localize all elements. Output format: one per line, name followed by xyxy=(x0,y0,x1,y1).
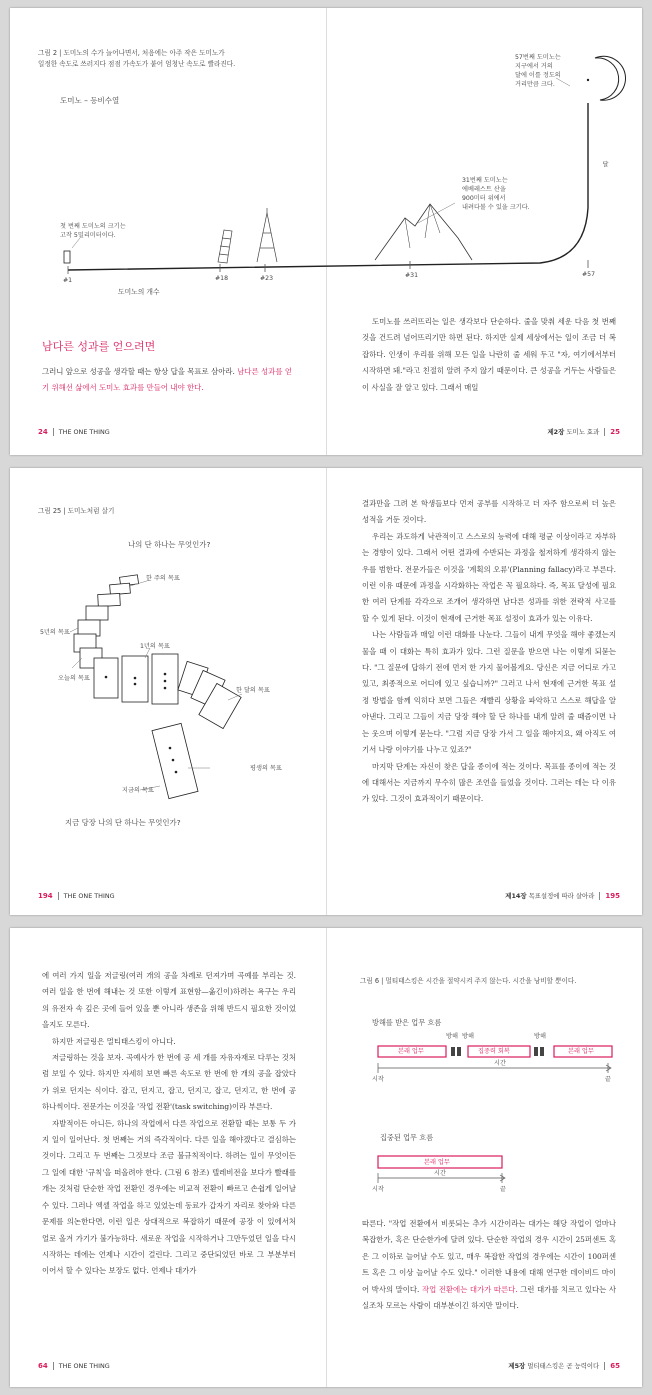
recovery-box-label: 집중력 회복 xyxy=(478,1048,510,1055)
eiffel-tower-icon xyxy=(257,208,277,262)
right-body-paragraph: 도미노를 쓰러뜨리는 일은 생각보다 단순하다. 줄을 맞춰 세운 다음 첫 번째 것을 건드려 넘어뜨리기만 하면 된다. 하지만 실제 세상에서는 일이 조금 더 복잡하다. 인생이 우리를 위해 모든 일을 나란히 줄 세워 두고 "자, 여기에서부터 시작하면 돼."라고 친절히 알려 주지 않기 때문이다. 큰 성공을 거두는 사람들은 이 사실을 잘 알고 있다. 그래서 매일 xyxy=(362,317,616,392)
footer-left xyxy=(38,891,115,901)
page-number-left: 24 xyxy=(38,428,48,436)
goal-label-1year: 1년의 목표 xyxy=(140,643,170,650)
caption-line-1: 도미노의 수가 늘어나면서, 처음에는 아주 작은 도미노가 xyxy=(63,49,225,57)
footer-right xyxy=(508,1361,620,1371)
book-title: THE ONE THING xyxy=(63,892,115,900)
interrupted-flow-title: 방해를 받은 업무 흐름 xyxy=(372,1018,442,1027)
left-body-highlight: 남다른 성과를 얻기 위해선 삶에서 도미노 효과를 만들어 내야 한다. xyxy=(42,367,292,393)
caption-line-2: 일정한 속도로 쓰러지다 점점 가속도가 붙어 엄청난 속도로 빨라진다. xyxy=(38,60,236,68)
paragraph-1: 에 여러 가지 일을 저글링(여러 개의 공을 차례로 던져가며 곡예를 부리는 것. 여러 일을 한 번에 해내는 것 또한 이렇게 표현함—옮긴이)하려는 욕구는 우리의 유전자 속 깊은 곳에 들어 있을 뿐 아니라 생존을 위해 반드시 필요한 것이었을지도 모른다. xyxy=(42,971,296,1030)
interrupt-label-3: 방해 xyxy=(534,1033,546,1040)
moon-icon xyxy=(587,56,626,100)
right-body-text xyxy=(362,1216,616,1314)
paragraph-4: 자발적이든 아니든, 하나의 작업에서 다른 작업으로 전환할 때는 보통 두 가지 일이 일어난다. 첫 번째는 거의 즉각적이다. 다른 일을 해야겠다고 결심하는 것이다. 그리고 두 번째는 그것보다 조금 불규칙적이다. 하려는 일이 무엇이든 그 일에 대한 '규칙'을 떠올려야 한다. (그림 6 참조) 텔레비전을 보다가 빨래를 개는 것처럼 단순한 작업 전환인 경우에는 비교적 전환이 빠르고 손쉽게 일어날 수 있다. 그러나 엑셀 작업을 하고 있었는데 동료가 갑자기 자리로 찾아와 다른 문제를 의논한다면, 이런 일은 상대적으로 복잡하기 때문에 공장 이 있에서처 얼로 올겨 가기가 불가능하다. 새로운 작업을 시작하거나 그만두었던 일을 다시 시작하는 데에는 언제나 시간이 걸린다. 그리고 중단되었던 바로 그 부분부터 이어서 할 수 있다는 보장도 없다. 언제나 대가가 xyxy=(42,1118,296,1276)
goal-label-5year: 5년의 목표 xyxy=(40,629,70,636)
domino-57-label: 57번째 도미노는 지구에서 거의 달에 이를 정도의 거리만큼 크다. xyxy=(515,54,561,88)
goal-label-month: 한 달의 목표 xyxy=(236,687,270,694)
paragraph-3: 나는 사람들과 매일 이런 대화를 나눈다. 그들이 내게 무엇을 해야 좋겠는지 물을 때 이 대화는 특히 효과가 있다. 그런 질문을 받으면 나는 이렇게 되묻는다. "그 질문에 답하기 전에 먼저 한 가지 물어볼게요. 당신은 지금 어디로 가고 있고, 최종적으로 어디에 있고 싶습니까?" 그러고 나서 현재에 근거한 목표 설정 방법을 함께 익히다 보면 그들은 재빨리 상황을 파악하고 스스로 해답을 알아낸다. 그리고 그들이 지금 당장 해야 할 단 하나를 내게 알려 줄 때즘이면 나는 웃으며 이렇게 묻는다. "그럼 지금 당장 가서 그 일을 해야지요, 왜 아직도 여기서 나랑 이야기를 나누고 있죠?" xyxy=(362,630,616,755)
interrupted-flow-diagram xyxy=(10,928,642,1128)
interrupt-label-2: 방해 xyxy=(462,1033,474,1040)
footer-left xyxy=(38,1361,110,1371)
question-bottom: 지금 당장 나의 단 하나는 무엇인가? xyxy=(65,818,181,827)
chapter-title: 멀티태스킹은 곧 능력이다 xyxy=(527,1362,600,1370)
paragraph-3: 저글링하는 것을 보자. 곡예사가 한 번에 공 세 개를 자유자재로 다루는 것처럼 보일 수 있다. 하지만 자세히 보면 빠른 속도로 한 번에 한 개의 공을 잡았다가 위로 던지는 식이다. 잡고, 던지고, 잡고, 던지고, 잡고, 던지고, 한 번에 공 하나씩이다. 전문가는 이것을 '작업 전환'(task switching)이라 부른다. xyxy=(42,1053,296,1112)
domino-31-label: 31번째 도미노는 에베레스트 산을 900미터 위에서 내려다볼 수 있을 크기다. xyxy=(462,177,530,211)
caption-number: 그림 6 xyxy=(360,977,380,985)
end-label-2: 끝 xyxy=(500,1186,506,1193)
domino-path-illustration xyxy=(10,468,326,868)
chapter-number: 제2장 xyxy=(547,428,565,436)
figure-caption: 그림 2 | 도미노의 수가 늘어나면서, 처음에는 아주 작은 도미노가 일정한 속도로 쓰러지다 점점 가속도가 붙어 엄청난 속도로 빨라진다. xyxy=(38,49,236,68)
gutter xyxy=(326,468,327,915)
focused-flow-title: 집중된 업무 흐름 xyxy=(380,1133,434,1142)
footer-right xyxy=(505,891,620,901)
left-body-text xyxy=(42,364,292,397)
caption-text: 멀티태스킹은 시간을 절약시켜 주지 않는다. 시간을 낭비할 뿐이다. xyxy=(385,977,577,985)
start-label-1: 시작 xyxy=(372,1076,384,1083)
goal-label-today: 오늘의 목표 xyxy=(58,675,90,682)
spread-3 xyxy=(10,928,642,1387)
paragraph-1: 결과만을 그려 본 학생들보다 먼저 공부를 시작하고 더 자주 함으로써 더 높은 성적을 거둔 것이다. xyxy=(362,499,616,525)
axis-ticks xyxy=(68,260,588,274)
time-label-2: 시간 xyxy=(434,1170,446,1177)
goal-label-now: 지금의 목표 xyxy=(122,787,154,794)
task-box-2-label: 본래 업무 xyxy=(568,1048,594,1055)
footer-left xyxy=(38,427,110,437)
spread-2 xyxy=(10,468,642,915)
right-body-plain-2: 그런 대가를 치르고 있다는 사실조차 모르는 사람이 대부분이긴 하지만 말이다. xyxy=(362,1284,616,1311)
page-number-right: 65 xyxy=(610,1362,620,1370)
tick-label-57: #57 xyxy=(582,271,596,278)
caption-number: 그림 2 xyxy=(38,49,58,57)
moon-label: 달 xyxy=(601,161,608,168)
page-number-right: 25 xyxy=(610,428,620,436)
footer-right xyxy=(548,427,621,437)
right-body-text xyxy=(362,496,616,808)
page-number-left: 194 xyxy=(38,892,53,900)
right-body-highlight: 작업 전환에는 대가가 따른다. xyxy=(421,1284,518,1294)
chapter-number: 제14장 xyxy=(505,892,527,900)
section-heading: 남다른 성과를 얻으려면 xyxy=(42,340,156,353)
page-number-left: 64 xyxy=(38,1362,48,1370)
page-number-right: 195 xyxy=(605,892,620,900)
axis-label: 도미노의 개수 xyxy=(118,288,160,296)
paragraph-2: 하지만 저글링은 멀티태스킹이 아니다. xyxy=(52,1036,176,1046)
start-label-2: 시작 xyxy=(372,1186,384,1193)
interrupt-label-1: 방해 xyxy=(446,1033,458,1040)
leaning-tower-icon xyxy=(218,230,232,263)
first-domino-icon xyxy=(64,251,70,263)
figure-caption: 그림 25 | 도미노처럼 살기 xyxy=(38,507,115,515)
right-body-plain-1: 따른다. "작업 전환에서 비롯되는 추가 시간이라는 대가는 해당 작업이 얼마나 복잡한가, 혹은 단순한가에 달려 있다. 단순한 작업의 경우 시간이 25퍼센트 혹은 그 이하로 늘어날 수도 있고, 매우 복잡한 작업의 경우에는 시간이 100퍼센트 혹은 그 이상 늘어날 수도 있다." 이러한 내용에 대해 연구한 데이비드 마이어 박사의 말이다. xyxy=(362,1219,616,1294)
end-label-1: 끝 xyxy=(605,1076,611,1083)
paragraph-4: 마지막 단계는 자신이 찾은 답을 종이에 적는 것이다. 목표를 종이에 적는 것에 대해서는 지금까지 무수히 많은 조언을 들었을 것이다. 그러는 데는 다 이유가 있다. 그것이 효과적이기 때문이다. xyxy=(362,761,616,804)
spread-1 xyxy=(10,8,642,455)
question-top: 나의 단 하나는 무엇인가? xyxy=(128,540,211,549)
left-body-plain: 그러니 앞으로 성공을 생각할 때는 항상 답을 목표로 삼아라. xyxy=(42,367,238,376)
caption-number: 그림 25 xyxy=(38,507,62,515)
task-box-1-label: 본래 업무 xyxy=(398,1048,424,1055)
tick-label-1: #1 xyxy=(63,277,73,284)
chapter-number: 제5장 xyxy=(508,1362,526,1370)
paragraph-2: 우리는 과도하게 낙관적이고 스스로의 능력에 대해 평균 이상이라고 자부하는 경향이 있다. 그래서 어떤 결과에 수반되는 과정을 철저하게 생각하지 않는 우를 범한다. 전문가들은 이것을 '계획의 오류'(Planning fallacy)라고 부른다. 이런 이유 때문에 과정을 시각화하는 작업은 꼭 필요하다. 즉, 목표 달성에 필요한 여러 단계를 각각으로 조개어 생각하면 남다른 성과를 위한 전략적 사고를 할 수 있게 된다. 이것이 현재에 근거한 목표 설정이 효과가 있는 이유다. xyxy=(362,531,616,623)
goal-label-week: 한 주의 목표 xyxy=(146,575,180,582)
tick-label-23: #23 xyxy=(260,275,274,282)
goal-label-life: 평생의 목표 xyxy=(250,765,282,772)
right-body-text xyxy=(362,314,616,396)
chapter-title: 도미노 효과 xyxy=(566,428,600,436)
first-domino-label: 첫 번째 도미노의 크기는 고작 5밀리미터이다. xyxy=(60,223,126,239)
time-label-1: 시간 xyxy=(494,1060,506,1067)
caption-text: 도미노처럼 살기 xyxy=(67,507,115,515)
book-title: THE ONE THING xyxy=(58,1362,110,1370)
chapter-title: 목표설정에 따라 살아라 xyxy=(528,892,595,900)
mountain-icon xyxy=(375,204,472,260)
figure-caption: 그림 6 | 멀티태스킹은 시간을 절약시켜 주지 않는다. 시간을 낭비할 뿐이다. xyxy=(360,977,577,985)
focused-task-label: 본래 업무 xyxy=(424,1159,450,1166)
tick-label-31: #31 xyxy=(405,272,419,279)
domino-title-label: 도미노 – 등비수열 xyxy=(60,96,120,105)
tick-label-18: #18 xyxy=(215,275,229,282)
book-title: THE ONE THING xyxy=(58,428,110,436)
